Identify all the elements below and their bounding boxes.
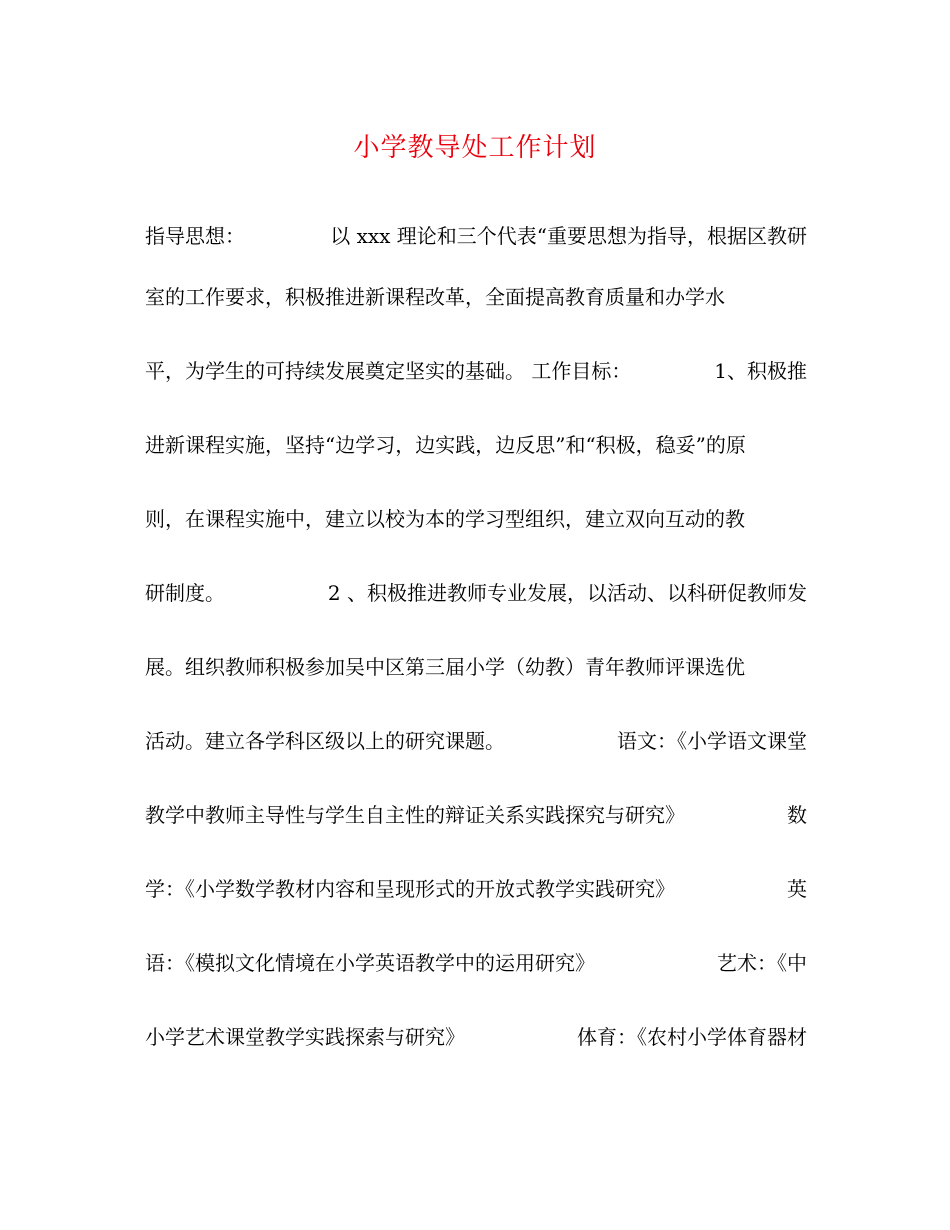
paragraph-line: [145, 554, 807, 628]
paragraph-line: [145, 702, 807, 776]
document-body: [145, 210, 807, 1072]
line-text-segment: 活动。建立各学科区级以上的研究课题。: [145, 728, 505, 753]
line-text-segment: 英: [787, 876, 807, 901]
line-text-segment: 1、积极推: [714, 358, 807, 383]
line-text-segment: 展。组织教师积极参加吴中区第三届小学（幼教）青年教师评课选优: [145, 654, 745, 679]
line-text-segment: 教学中教师主导性与学生自主性的辩证关系实践探究与研究》: [145, 802, 685, 827]
paragraph-line: [145, 850, 807, 924]
paragraph-line: [145, 210, 807, 258]
line-text-segment: 平，为学生的可持续发展奠定坚实的基础。 工作目标：: [145, 358, 632, 383]
line-text-segment: 指导思想：: [145, 223, 245, 248]
line-text-segment: 体育：《农村小学体育器材: [577, 1024, 807, 1049]
line-text-segment: 学：《小学数学教材内容和呈现形式的开放式教学实践研究》: [145, 876, 675, 901]
document-title: 小学教导处工作计划: [353, 133, 597, 163]
line-text-segment: 语文：《小学语文课堂: [617, 728, 807, 753]
line-text-segment: 2 、积极推进教师专业发展，以活动、以科研促教师发: [327, 580, 807, 605]
line-text-segment: 数: [787, 802, 807, 827]
paragraph-line: [145, 406, 807, 480]
paragraph-line: [145, 258, 807, 332]
line-text-segment: 室的工作要求，积极推进新课程改革，全面提高教育质量和办学水: [145, 284, 725, 309]
line-text-segment: 进新课程实施，坚持“边学习，边实践，边反思”和“积极，稳妥”的原: [145, 432, 746, 457]
line-text-segment: 则，在课程实施中，建立以校为本的学习型组织，建立双向互动的教: [145, 506, 745, 531]
line-text-segment: 以 xxx 理论和三个代表“重要思想为指导，根据区教研: [330, 223, 807, 248]
paragraph-line: [145, 776, 807, 850]
paragraph-line: [145, 332, 807, 406]
line-text-segment: 艺术：《中: [717, 950, 807, 975]
paragraph-line: [145, 998, 807, 1072]
line-text-segment: 语：《模拟文化情境在小学英语教学中的运用研究》: [145, 950, 595, 975]
paragraph-line: [145, 628, 807, 702]
line-text-segment: 小学艺术课堂教学实践探索与研究》: [145, 1024, 465, 1049]
paragraph-line: [145, 480, 807, 554]
line-text-segment: 研制度。: [145, 580, 225, 605]
paragraph-line: [145, 924, 807, 998]
